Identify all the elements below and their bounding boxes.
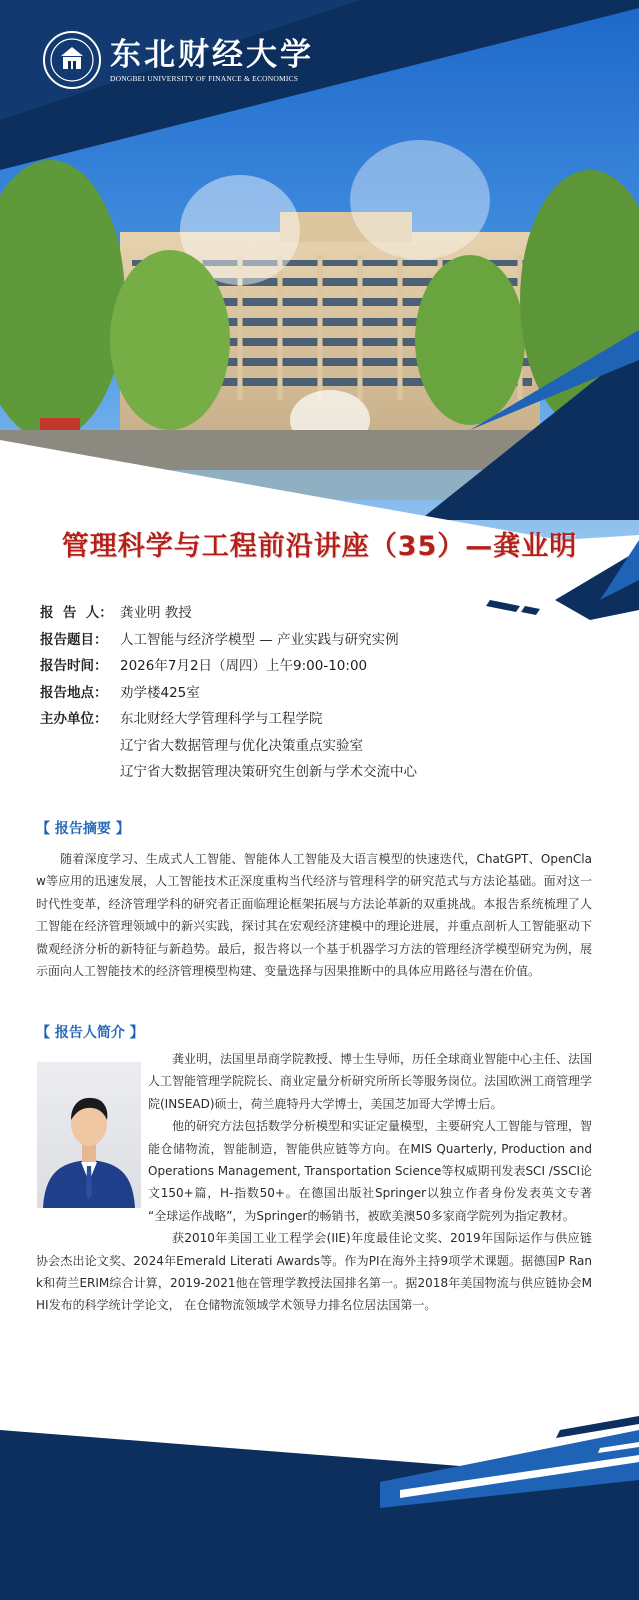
- info-row-location: [40, 680, 600, 707]
- bio-heading: 【 报告人简介 】: [36, 1025, 144, 1041]
- info-value: 劝学楼425室: [120, 684, 200, 701]
- organizer-extra: 辽宁省大数据管理决策研究生创新与学术交流中心: [120, 764, 417, 780]
- info-value: 2026年7月2日（周四）上午9:00-10:00: [120, 658, 368, 674]
- university-name-en: DONGBEI UNIVERSITY OF FINANCE & ECONOMICS: [110, 73, 299, 83]
- bio-paragraph-2: 他的研究方法包括数学分析模型和实证定量模型，主要研究人工智能与管理，智能仓储物流，智能制造，智能供应链等方向。在MIS Quarterly, Production and Operations Management, Transportation Science等权威期刊发表SCI /SSCI论文150+篇，H-指数50+。在德国出版社Springer以独立作者身份发表英文专著 “全球运作战略”，为Springer的畅销书，被欧美澳50多家商学院列为指定教材。: [148, 1119, 593, 1223]
- info-value: 人工智能与经济学模型 — 产业实践与研究实例: [120, 631, 399, 648]
- info-label: 报告题目：: [40, 631, 108, 648]
- bio-text: [36, 1048, 592, 1317]
- hero-banner: [0, 0, 639, 560]
- organizer-extra: 辽宁省大数据管理与优化决策重点实验室: [120, 737, 363, 754]
- info-label: 主办单位：: [40, 711, 108, 727]
- university-seal-icon: [42, 30, 102, 90]
- info-row-speaker: [40, 600, 600, 627]
- bio-paragraph-1: 龚业明，法国里昂商学院教授、博士生导师，历任全球商业智能中心主任、法国人工智能管理学院院长、商业定量分析研究所所长等服务岗位。法国欧洲工商管理学院(INSEAD)硕士，荷兰鹿特丹大学博士，美国芝加哥大学博士后。: [148, 1052, 593, 1111]
- info-label: 报 告 人：: [40, 605, 113, 621]
- info-label: 报告地点：: [40, 684, 108, 701]
- lecture-title: 管理科学与工程前沿讲座（35）—龚业明: [61, 531, 578, 562]
- info-row-topic: [40, 627, 600, 654]
- abstract-text: 随着深度学习、生成式人工智能、智能体人工智能及大语言模型的快速迭代，ChatGPT、OpenClaw等应用的迅速发展，人工智能技术正深度重构当代经济与管理科学的研究范式与方法论基础。面对这一时代性变革，经济管理学科的研究者正面临理论框架拓展与方法论革新的双重挑战。本报告系统梳理了人工智能在经济管理领域中的新兴实践，探讨其在宏观经济建模中的理论进展，并重点剖析人工智能驱动下微观经济分析的新特征与新趋势。最后，报告将以一个基于机器学习方法的管理经济学模型研究为例，展示面向人工智能技术的经济管理模型构建、变量选择与因果推断中的具体应用路径与潜在价值。: [36, 852, 592, 979]
- info-row-organizer: [40, 706, 600, 733]
- lecture-info: [40, 600, 600, 786]
- info-value: 龚业明 教授: [120, 605, 192, 621]
- info-label: 报告时间：: [40, 658, 108, 674]
- footer-decoration: [0, 1390, 639, 1600]
- bio-paragraph-3: 获2010年美国工业工程学会(IIE)年度最佳论文奖、2019年国际运作与供应链协会杰出论文奖、2024年Emerald Literati Awards等。作为PI在海外主持9项学术课题。据德国P Rank和荷兰ERIM综合计算，2019-2021他在管理学教授法国排名第一。据2018年美国物流与供应链协会MHI发布的科学统计学论文， 在仓储物流领域学术领导力排名位居法国第一。: [36, 1231, 592, 1313]
- university-logo: [42, 30, 314, 90]
- info-row-time: [40, 653, 600, 680]
- info-value: 东北财经大学管理科学与工程学院: [120, 711, 323, 727]
- university-name-cn: 东北财经大学: [110, 36, 314, 73]
- abstract-heading: 【 报告摘要 】: [36, 821, 130, 837]
